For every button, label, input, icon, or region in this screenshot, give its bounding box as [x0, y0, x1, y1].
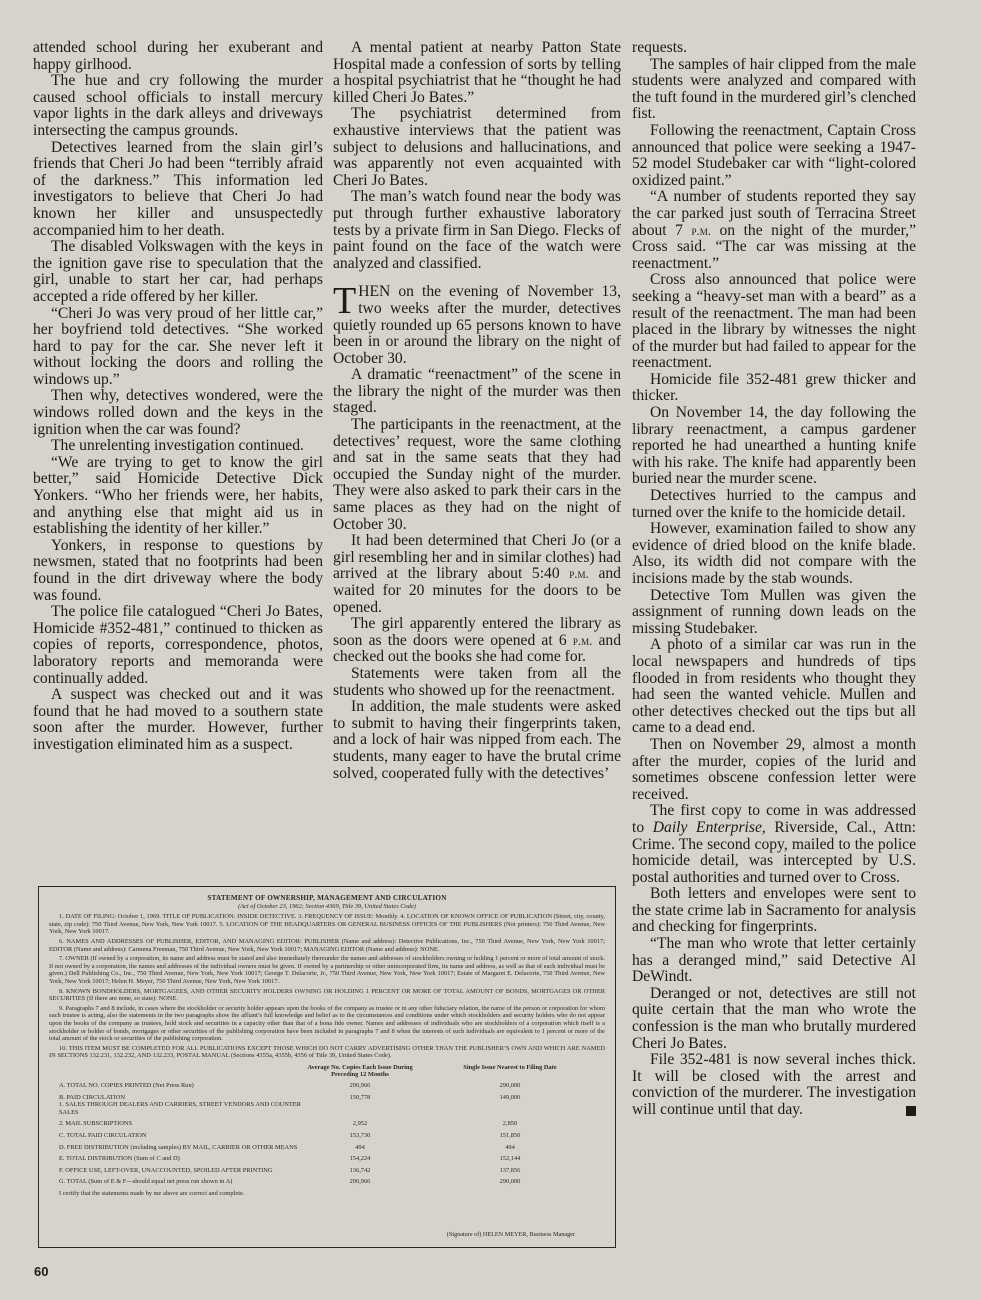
row-label: F. OFFICE USE, LEFT-OVER, UNACCOUNTED, SPOILED AFTER PRINTING [59, 1166, 273, 1174]
statement-paragraph: 6. NAMES AND ADDRESSES OF PUBLISHER, EDITOR, AND MANAGING EDITOR: PUBLISHER (Name and address): Detective Publications, Inc., 750 Third Avenue, New York, New York 10017; EDITOR (Name and address): Carmena Freeman, 750 Third Avenue, New York, New York 10017; MANAGING EDITOR (Name and address): NONE. [49, 937, 605, 953]
paragraph: In addition, the male students were asked to submit to having their fingerprints taken, and a lock of hair was nipped from each. The students, many eager to have the brutal crime solved, cooperated fully with the detectives’ [333, 698, 621, 782]
statement-title: STATEMENT OF OWNERSHIP, MANAGEMENT AND CIRCULATION [207, 894, 447, 902]
table-row [49, 1120, 605, 1128]
page-number: 60 [34, 1264, 49, 1279]
paragraph: attended school during her exuberant and happy girlhood. [33, 39, 323, 73]
paragraph: A photo of a similar car was run in the local newspapers and hundreds of tips flooded in from residents who thought they had seen the wanted vehicle. Mullen and other detectives checked out the tips but all came to a dead end. [632, 636, 916, 737]
statement-act: (Act of October 23, 1962; Section 4369, Title 39, United States Code) [238, 902, 416, 910]
paragraph: A dramatic “reenactment” of the scene in the library the night of the murder was then staged. [333, 366, 621, 417]
table-row [49, 1155, 605, 1163]
dropcap-paragraph: THEN on the evening of November 13, two weeks after the murder, detectives quietly rounded up 65 persons known to have been in or around the library on the night of October 30. [333, 280, 621, 367]
paragraph: Detectives hurried to the campus and turned over the knife to the homicide detail. [632, 487, 916, 521]
row-single-issue: 290,000 [499, 1178, 521, 1186]
paragraph: Yonkers, in response to questions by newsmen, stated that no footprints had been found in the dirt driveway where the body was found. [33, 536, 323, 604]
row-label: 2. MAIL SUBSCRIPTIONS [59, 1120, 133, 1128]
row-label: C. TOTAL PAID CIRCULATION [59, 1132, 147, 1140]
paragraph: The psychiatrist determined from exhaustive interviews that the patient was subject to delusions and hallucinations, and was apparently not even acquainted with Cheri Jo Bates. [333, 105, 621, 189]
paragraph: “The man who wrote that letter certainly has a deranged mind,” said Detective Al DeWindt. [632, 935, 916, 986]
paragraph: On November 14, the day following the library reenactment, a campus gardener reported he had unearthed a hunting knife with his rake. The knife had apparently been buried near the murder scene. [632, 404, 916, 488]
paragraph: A suspect was checked out and it was found that he had moved to a southern state soon after the murder. However, further investigation eliminated him as a suspect. [33, 686, 323, 753]
statement-signature: (Signature of) HELEN MEYER, Business Manager [446, 1231, 575, 1239]
paragraph: “We are trying to get to know the girl better,” said Homicide Detective Dick Yonkers. “Who her friends were, her habits, and anything else that might aid us in establishing the identity of her killer.” [33, 453, 323, 538]
row-single-issue: 494 [505, 1143, 515, 1151]
paragraph: requests. [632, 39, 687, 56]
table-row [49, 1167, 605, 1175]
paragraph: The samples of hair clipped from the male students were analyzed and compared with the tuft found in the murdered girl’s clenched fist. [632, 55, 916, 123]
paragraph-entry-time: The girl apparently entered the library as soon as the doors were opened at 6 p.m. and checked out the books she had come for. [333, 615, 622, 666]
row-label: D. FREE DISTRIBUTION (including samples) BY MAIL, CARRIER OR OTHER MEANS [59, 1143, 298, 1151]
paragraph: Statements were taken from all the students who showed up for the reenactment. [333, 664, 621, 699]
paragraph: Then on November 29, almost a month after the murder, copies of the lurid and sometimes obscene confession letter were received. [632, 735, 916, 803]
paragraph: Following the reenactment, Captain Cross announced that police were seeking a 1947-52 model Studebaker car with “light-colored oxidized paint.” [632, 121, 916, 189]
statement-certification: I certify that the statements made by me above are correct and complete. [59, 1190, 245, 1197]
row-label: B. PAID CIRCULATION 1. SALES THROUGH DEALERS AND CARRIERS, STREET VENDORS AND COUNTER SALES [59, 1093, 301, 1116]
row-average: 290,966 [349, 1178, 371, 1186]
statement-paragraph: 8. KNOWN BONDHOLDERS, MORTGAGEES, AND OTHER SECURITY HOLDERS OWNING OR HOLDING 1 PERCENT OR MORE OF TOTAL AMOUNT OF BONDS, MORTGAGES OR OTHER SECURITIES (If there are none, so state): NONE. [49, 987, 605, 1003]
paragraph: The disabled Volkswagen with the keys in the ignition gave rise to speculation that the girl, unable to start her car, had perhaps accepted a ride offered by her killer. [33, 238, 323, 305]
paragraph: Both letters and envelopes were sent to the state crime lab in Sacramento for analysis and checking for fingerprints. [632, 885, 916, 936]
paragraph-car-sighting: “A number of students reported they say the car parked just south of Terracina Street about 7 p.m. on the night of the murder,” Cross said. “The car was missing at the reenactment.” [632, 188, 916, 272]
drop-cap: T [333, 280, 357, 323]
paragraph: The unrelenting investigation continued. [51, 437, 304, 455]
paragraph: The hue and cry following the murder caused school officials to install mercury vapor lights in the dark alleys and driveways intersecting the campus grounds. [33, 72, 323, 139]
row-single-issue: 151,850 [499, 1132, 521, 1140]
row-average: 290,966 [349, 1082, 371, 1090]
row-average: 154,224 [349, 1155, 371, 1163]
paragraph: However, examination failed to show any evidence of dried blood on the knife blade. Also, its width did not compare with the incisions made by the stab wounds. [632, 520, 916, 587]
table-row [49, 1082, 605, 1090]
paragraph-letter-copies: The first copy to come in was addressed to Daily Enterprise, Riverside, Cal., Attn: Crime. The second copy, mailed to the police homicide detail, was intercepted by U.S. postal authorities and turned over to Cross. [632, 802, 916, 886]
paragraph: Homicide file 352-481 grew thicker and thicker. [632, 370, 916, 405]
row-average: 153,730 [349, 1132, 371, 1140]
row-single-issue: 149,000 [499, 1093, 521, 1101]
row-label: E. TOTAL DISTRIBUTION (Sum of C and D) [59, 1155, 180, 1163]
statement-paragraph: 7. OWNER (If owned by a corporation, its name and address must be stated and also immediately thereunder the names and addresses of stockholders owning or holding 1 percent or more of total amount of stock. If not owned by a corporation, the names and addresses of the individual owners must be given. If owned by a partnership or other unincorporated firm, its name and address, as well as that of each individual must be given.) Dell Publishing Co., Inc., 750 Third Avenue, New York, New York 10017; George T. Delacorte, Jr., 750 Third Avenue, New York, New York 10017; Estate of Margaret E. Delacorte, 750 Third Avenue, New York, New York 10017; Helen H. Meyer, 750 Third Avenue, New York, New York 10017. [49, 955, 605, 985]
paragraph: File 352-481 is now several inches thick. It will be closed with the arrest and conviction of the murderer. The investigation will continue until that day. [632, 1051, 916, 1118]
article-column-3 [632, 40, 916, 1119]
header-average: Average No. Copies Each Issue During Preceding 12 Months [307, 1063, 413, 1079]
table-row [49, 1132, 605, 1140]
paragraph: Then why, detectives wondered, were the windows rolled down and the keys in the ignition when the car was found? [33, 387, 323, 438]
row-average: 2,952 [352, 1120, 368, 1128]
article-column-2 [333, 40, 621, 782]
row-label: A. TOTAL NO. COPIES PRINTED (Net Press Run) [59, 1082, 194, 1090]
circulation-table [49, 1064, 605, 1186]
statement-paragraphs [49, 913, 605, 1060]
paragraph: “Cheri Jo was very proud of her little car,” her boyfriend told detectives. “She worked hard to pay for the car. She never left it without locking the doors and rolling the windows up.” [33, 304, 323, 388]
statement-paragraph: 10. THIS ITEM MUST BE COMPLETED FOR ALL PUBLICATIONS EXCEPT THOSE WHICH DO NOT CARRY ADVERTISING OTHER THAN THE PUBLISHER’S OWN AND WHICH ARE NAMED IN SECTIONS 132.231, 132.232, AND 132.233, POSTAL MANUAL (Sections 4355a, 4355b, 4356 of Title 39, United States Code). [49, 1044, 605, 1060]
paragraph: Deranged or not, detectives are still not quite certain that the man who wrote the confession is the man who brutally murdered Cheri Jo Bates. [632, 984, 916, 1052]
row-single-issue: 2,850 [502, 1120, 518, 1128]
table-row [49, 1094, 605, 1117]
row-average: 494 [355, 1143, 365, 1151]
row-average: 136,742 [349, 1166, 371, 1174]
row-label: G. TOTAL (Sum of E & F—should equal net press run shown in A) [59, 1178, 233, 1186]
paragraph: The participants in the reenactment, at the detectives’ request, wore the same clothing and sat in the same seats that they had occupied the Sunday night of the murder. They were also asked to park their cars in the same places as they had on the night of October 30. [333, 416, 621, 533]
row-single-issue: 137,856 [499, 1166, 521, 1174]
table-row [49, 1144, 605, 1152]
end-of-article-mark [906, 1106, 916, 1116]
paragraph: The man’s watch found near the body was put through further exhaustive laboratory tests by a private firm in San Diego. Flecks of paint found on the face of the watch were analyzed and classified. [333, 188, 621, 272]
statement-paragraph: 9. Paragraphs 7 and 8 include, in cases where the stockholder or security holder appears upon the books of the company as trustee or in any other fiduciary relation, the name of the person or corporation for whom such trustee is acting, also the statements in the two paragraphs show the affiant’s full knowledge and belief as to the circumstances and conditions under which stockholders and security holders who do not appear upon the books of the company as trustees, hold stock and securities in a capacity other than that of a bona fide owner. Names and addresses of individuals who are stockholders of a corporation which itself is a stockholder or holder of bonds, mortgages or other securities of the publishing corporation have been included in paragraphs 7 and 8 when the interests of such individuals are equivalent to 1 percent or more of the total amount of the stock or securities of the publishing corporation. [49, 1004, 605, 1043]
paragraph: Cross also announced that police were seeking a “heavy-set man with a beard” as a result of the reenactment. The man had been placed in the library by witnesses the night of the murder but had failed to appear for the reenactment. [632, 271, 916, 372]
statement-paragraph: 1. DATE OF FILING: October 1, 1969. TITLE OF PUBLICATION: INSIDE DETECTIVE. 3. FREQUENCY OF ISSUE: Monthly. 4. LOCATION OF KNOWN OFFICE OF PUBLICATION (Street, city, county, state, zip code): 750 Third Avenue, New York, New York 10017. 5. LOCATION OF THE HEADQUARTERS OR GENERAL BUSINESS OFFICES OF THE PUBLISHERS (Not printers): 750 Third Avenue, New York, New York 10017. [49, 913, 605, 936]
paragraph: The police file catalogued “Cheri Jo Bates, Homicide #352-481,” continued to thicken as copies of reports, correspondence, photos, laboratory reports and memoranda were continually added. [33, 603, 323, 687]
paragraph: Detective Tom Mullen was given the assignment of running down leads on the missing Studebaker. [632, 586, 916, 637]
ownership-statement-box [38, 886, 616, 1248]
circulation-table-header [49, 1064, 565, 1079]
paragraph: Detectives learned from the slain girl’s friends that Cheri Jo had been “terribly afraid of the darkness.” This information led investigators to believe that Cheri Jo had known her killer and unsuspectedly accompanied him to her death. [33, 138, 323, 239]
row-average: 150,778 [349, 1093, 371, 1101]
paragraph-arrival-time: It had been determined that Cheri Jo (or a girl resembling her and in similar clothes) had arrived at the library about 5:40 p.m. and waited for 20 minutes for the doors to be opened. [333, 532, 621, 616]
article-column-1 [33, 40, 323, 754]
row-single-issue: 152,144 [499, 1155, 521, 1163]
row-single-issue: 290,000 [499, 1082, 521, 1090]
header-single-issue: Single Issue Nearest to Filing Date [463, 1063, 557, 1071]
paragraph: A mental patient at nearby Patton State Hospital made a confession of sorts by telling a hospital psychiatrist that he “thought he had killed Cheri Jo Bates.” [333, 39, 621, 106]
table-row [49, 1178, 605, 1186]
